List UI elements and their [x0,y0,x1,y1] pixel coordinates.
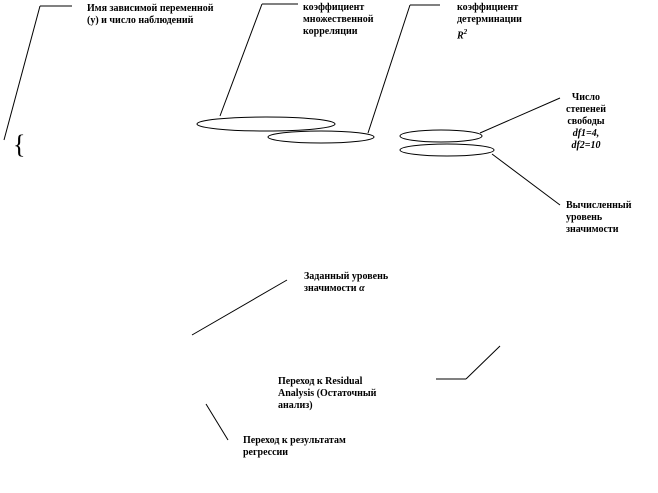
callout-line-residual [466,346,500,379]
label-line: коэффициент [303,2,365,13]
label-r-squared: $R^2$ [457,28,468,42]
label-regression-results[interactable] [243,435,346,459]
label-residual-analysis[interactable] [278,376,376,412]
callout-line-given-level [192,280,287,335]
label-line: Имя зависимой переменной [87,3,214,14]
alpha-symbol: α [359,283,365,294]
callout-line-regression-results [206,404,228,440]
label-line: Вычисленный [566,200,632,211]
label-line: корреляции [303,26,358,37]
label-line: Analysis (Остаточный [278,388,377,399]
label-df1: df1=4, [572,128,600,139]
label-line: значимости [566,224,619,235]
label-line: Заданный уровень [304,271,389,282]
label-line: уровень [566,212,603,223]
label-dependent-variable [87,3,214,27]
label-given-significance [304,271,388,295]
callout-line-multiple-corr [220,4,262,116]
highlight-ellipse-pvalue [400,144,494,156]
callout-line-computed-level [492,154,560,205]
label-line: значимости α [304,283,365,294]
highlight-ellipse-determination [268,131,374,143]
highlight-ellipse-df [400,130,482,142]
label-line: множественной [303,14,374,25]
label-df2: df2=10 [571,140,601,151]
label-line: коэффициент [457,2,519,13]
callout-line-df [480,98,560,133]
label-line: детерминации [457,14,522,25]
label-line: регрессии [243,447,289,458]
label-line: степеней [566,104,606,115]
label-line: Число [571,92,601,103]
callout-line-dependent-diag [4,6,40,140]
callout-line-determination [368,5,410,133]
label-line: анализ) [278,400,313,411]
label-computed-significance [566,200,631,236]
highlight-ellipse-multiple-corr [197,117,335,131]
label-degrees-of-freedom [566,92,606,152]
brace-glyph: { [13,130,26,159]
label-line: Переход к Residual [278,376,363,387]
label-line: (y) и число наблюдений [87,15,194,26]
label-multiple-correlation [303,2,373,38]
label-determination [457,2,522,42]
label-line: Переход к результатам [243,435,346,446]
label-line: свободы [567,116,605,127]
